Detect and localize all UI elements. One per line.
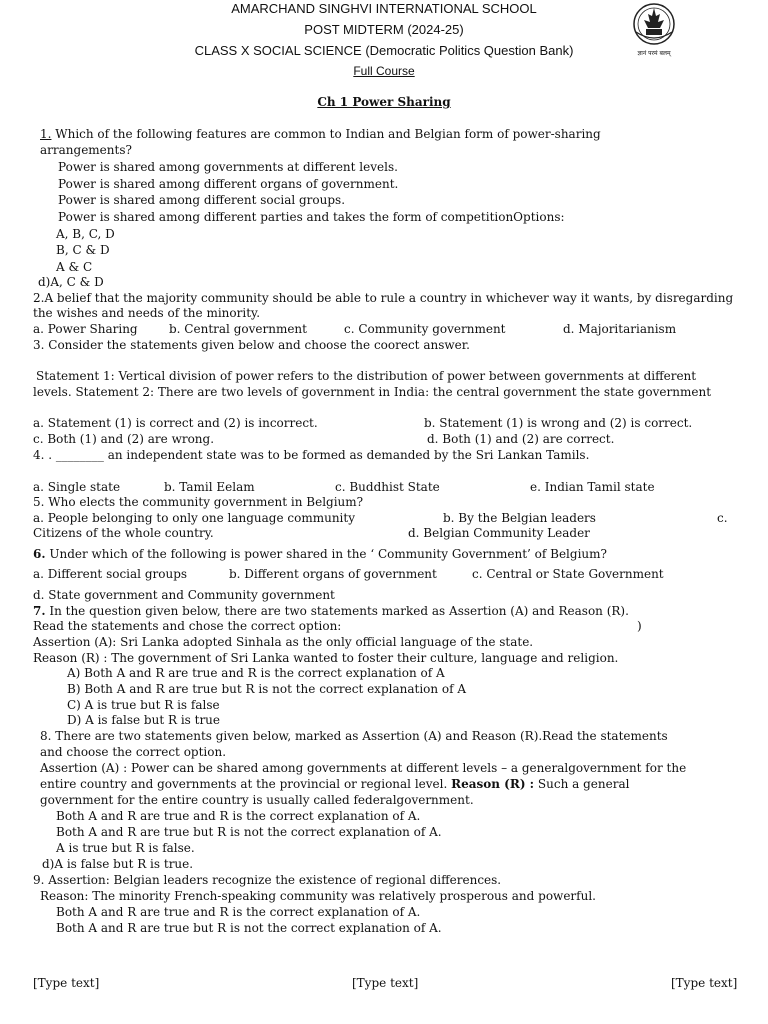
q5-option-a: a. People belonging to only one language community [33,511,355,525]
class-subject: CLASS X SOCIAL SCIENCE (Democratic Politics Question Bank) [194,43,574,58]
q2-option-a: a. Power Sharing [33,322,138,336]
q6-number: 6. [33,547,46,561]
q8-option-a: Both A and R are true and R is the correct explanation of A. [56,809,421,823]
question-2: 2.A belief that the majority community should be able to rule a country in whichever way it wants, by disregarding [33,291,734,305]
q7-option-d: D) A is false but R is true [67,713,221,727]
q1-option-d: d)A, C & D [38,275,104,289]
q8-option-b: Both A and R are true but R is not the correct explanation of A. [56,825,442,839]
q5-option-b: b. By the Belgian leaders [443,511,596,525]
q5-option-d: d. Belgian Community Leader [408,526,590,540]
q2-option-d: d. Majoritarianism [563,322,677,336]
q8-assertion-cont [40,777,629,792]
q8-reason-label: Reason (R) : [451,777,535,791]
q9-option-b: Both A and R are true but R is not the correct explanation of A. [56,921,442,935]
q2-text-cont: the wishes and needs of the minority. [33,306,261,320]
course-label: Full Course [353,64,415,78]
q7-option-b: B) Both A and R are true but R is not the correct explanation of A [67,682,467,696]
q1-option-c: A & C [56,260,93,274]
q6-option-d: d. State government and Community government [33,588,335,602]
footer-right: [Type text] [671,976,738,990]
question-6 [33,547,607,562]
q3-statement-2: levels. Statement 2: There are two levels of government in India: the central government the state government [33,385,712,399]
q5-option-c: Citizens of the whole country. [33,526,214,540]
q7-option-c: C) A is true but R is false [67,698,220,712]
q6-option-a: a. Different social groups [33,567,188,581]
question-9: 9. Assertion: Belgian leaders recognize the existence of regional differences. [33,873,502,887]
q1-statement-4: Power is shared among different parties and takes the form of competitionOptions: [58,210,565,224]
question-4: 4. . ________ an independent state was to be formed as demanded by the Sri Lankan Tamils. [33,448,590,462]
q1-statement-3: Power is shared among different social groups. [58,193,346,207]
q3-option-a: a. Statement (1) is correct and (2) is incorrect. [33,416,318,430]
q6-option-b: b. Different organs of government [229,567,437,581]
school-name: AMARCHAND SINGHVI INTERNATIONAL SCHOOL [231,1,537,16]
question-3: 3. Consider the statements given below and choose the coorect answer. [33,338,470,352]
question-7 [33,604,629,619]
q1-text-cont: arrangements? [40,143,132,157]
q8-option-c: A is true but R is false. [56,841,195,855]
q3-option-b: b. Statement (1) is wrong and (2) is correct. [424,416,693,430]
q8-assertion-tail: entire country and governments at the provincial or regional level. [40,777,452,791]
q4-option-e: e. Indian Tamil state [530,480,655,494]
q9-reason: Reason: The minority French-speaking community was relatively prosperous and powerful. [40,889,596,903]
q4-option-c: c. Buddhist State [335,480,440,494]
q8-reason-text: Such a general [534,777,630,791]
q7-option-a: A) Both A and R are true and R is the correct explanation of A [67,666,445,680]
q5-option-c-label: c. [717,511,728,525]
q4-option-a: a. Single state [33,480,121,494]
question-8: 8. There are two statements given below, marked as Assertion (A) and Reason (R).Read the statements [40,729,668,743]
q3-option-c: c. Both (1) and (2) are wrong. [33,432,215,446]
q9-option-a: Both A and R are true and R is the correct explanation of A. [56,905,421,919]
exam-title: POST MIDTERM (2024-25) [304,22,464,37]
q6-text: Under which of the following is power shared in the ‘ Community Government’ of Belgium? [45,547,607,561]
q7-text: In the question given below, there are two statements marked as Assertion (A) and Reason (R). [45,604,629,618]
q7-text-cont: Read the statements and chose the correct option: [33,619,342,633]
school-logo [622,2,686,57]
logo-caption: ज्ञानं परमं बलम् [637,50,671,57]
q7-paren: ) [637,619,642,633]
q2-option-b: b. Central government [169,322,307,336]
q7-number: 7. [33,604,46,618]
school-emblem-icon [622,2,686,46]
q1-option-a: A, B, C, D [56,227,115,241]
q8-text-cont: and choose the correct option. [40,745,227,759]
q8-assertion: Assertion (A) : Power can be shared among governments at different levels – a generalgovernment for the [40,761,687,775]
q4-option-b: b. Tamil Eelam [164,480,255,494]
q1-statement-2: Power is shared among different organs of government. [58,177,399,191]
q2-option-c: c. Community government [344,322,506,336]
q8-reason-cont: government for the entire country is usually called federalgovernment. [40,793,474,807]
q1-statement-1: Power is shared among governments at different levels. [58,160,398,174]
q6-option-c: c. Central or State Government [472,567,664,581]
q7-assertion: Assertion (A): Sri Lanka adopted Sinhala as the only official language of the state. [33,635,534,649]
q1-option-b: B, C & D [56,243,110,257]
q3-option-d: d. Both (1) and (2) are correct. [427,432,615,446]
question-1 [40,127,601,142]
q3-statement-1: Statement 1: Vertical division of power refers to the distribution of power between governments at different [36,369,697,383]
chapter-title: Ch 1 Power Sharing [317,95,451,109]
q1-number: 1. [40,127,52,141]
q1-text: Which of the following features are common to Indian and Belgian form of power-sharing [51,127,601,141]
footer-center: [Type text] [352,976,419,990]
footer-left: [Type text] [33,976,100,990]
q7-reason: Reason (R) : The government of Sri Lanka wanted to foster their culture, language and religion. [33,651,619,665]
q8-option-d: d)A is false but R is true. [42,857,194,871]
question-5: 5. Who elects the community government in Belgium? [33,495,364,509]
